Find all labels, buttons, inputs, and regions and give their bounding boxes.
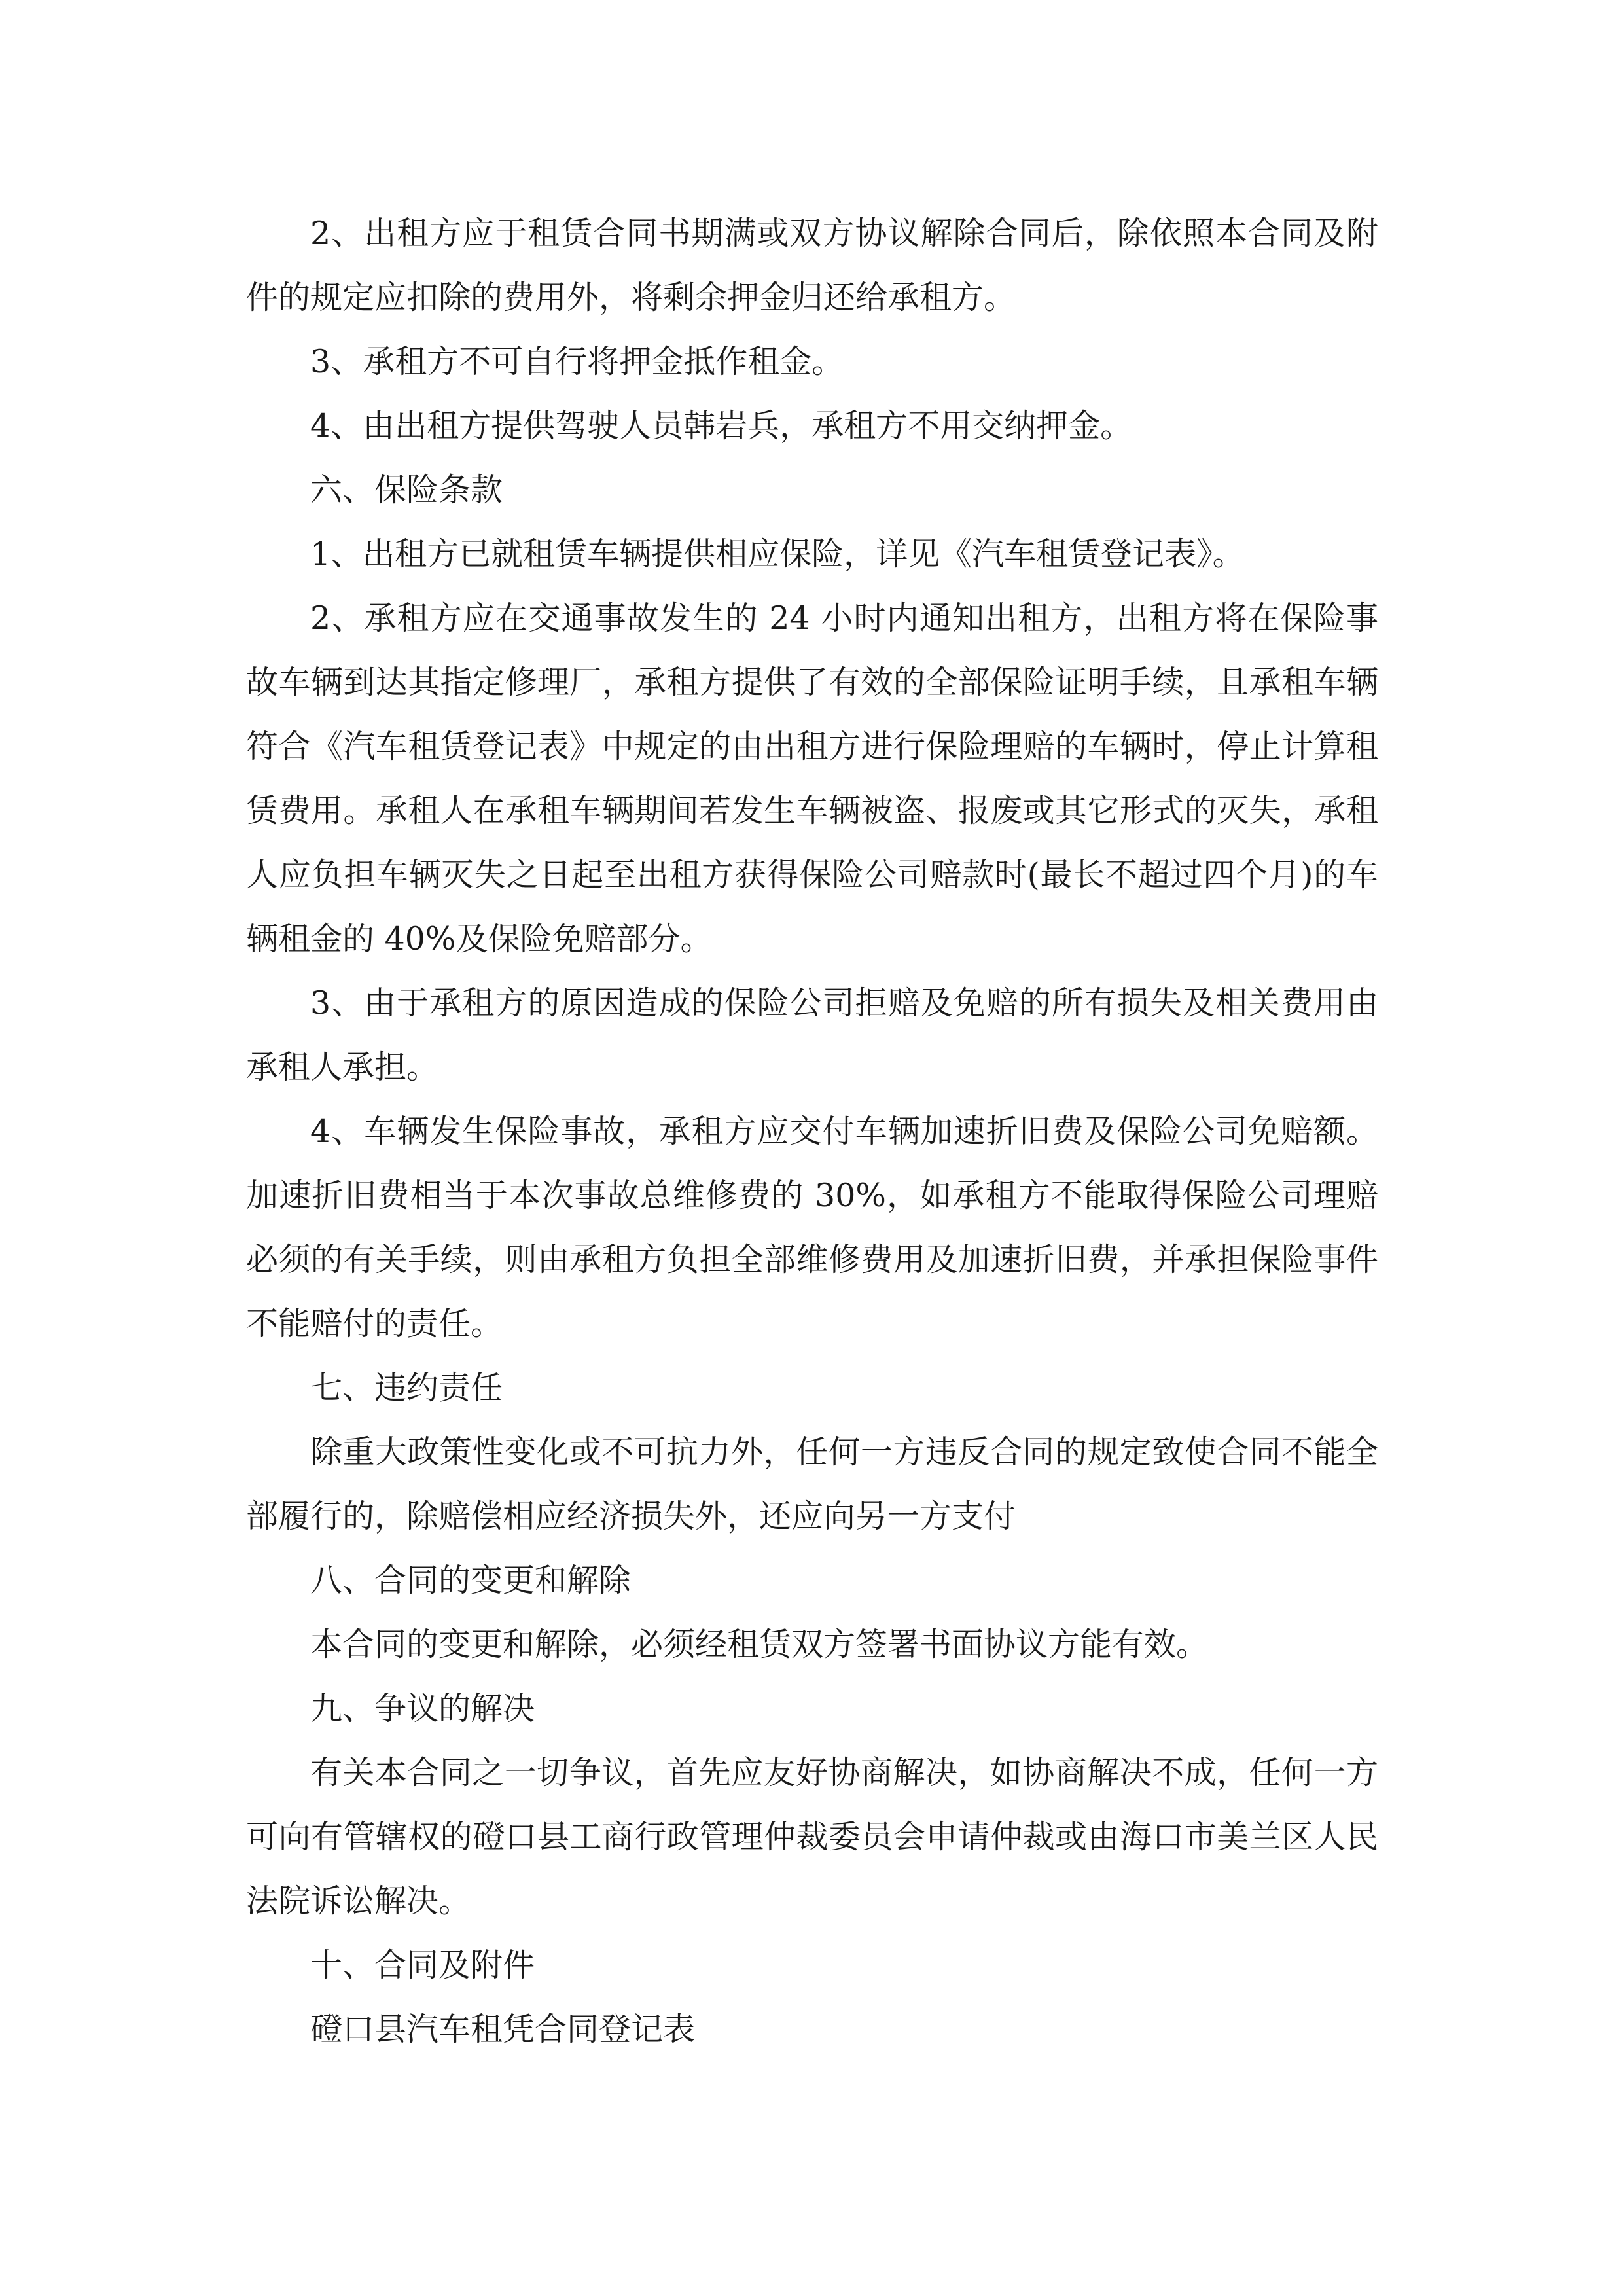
clause-8-body: 本合同的变更和解除，必须经租赁双方签署书面协议方能有效。 [310,1626,1209,1663]
section-heading-liability: 七、违约责任 [310,1369,503,1407]
section-heading-disputes: 九、争议的解决 [310,1690,535,1727]
clause-7-body: 除重大政策性变化或不可抗力外，任何一方违反合同的规定致使合同不能全部履行的，除赔偿相应经济损失外，还应向另一方支付 [246,1433,1378,1535]
clause-9-body: 有关本合同之一切争议，首先应友好协商解决，如协商解决不成，任何一方可向有管辖权的磴口县工商行政管理仲裁委员会申请仲裁或由海口市美兰区人民法院诉讼解决。 [246,1754,1378,1920]
clause-5-4: 4、由出租方提供驾驶人员韩岩兵，承租方不用交纳押金。 [310,407,1133,444]
clause-5-2: 2、出租方应于租赁合同书期满或双方协议解除合同后，除依照本合同及附件的规定应扣除的费用外，将剩余押金归还给承租方。 [246,215,1378,316]
clause-5-3: 3、承租方不可自行将押金抵作租金。 [310,343,844,380]
section-heading-modification: 八、合同的变更和解除 [310,1562,632,1599]
clause-6-1: 1、出租方已就租赁车辆提供相应保险，详见《汽车租赁登记表》。 [310,535,1245,573]
document-body [246,202,1378,2062]
clause-6-3: 3、由于承租方的原因造成的保险公司拒赔及免赔的所有损失及相关费用由承租人承担。 [246,984,1378,1086]
clause-10-body: 磴口县汽车租凭合同登记表 [310,2011,696,2048]
clause-6-2: 2、承租方应在交通事故发生的 24 小时内通知出租方，出租方将在保险事故车辆到达其指定修理厂，承租方提供了有效的全部保险证明手续，且承租车辆符合《汽车租赁登记表》中规定的由出租方进行保险理赔的车辆时，停止计算租赁费用。承租人在承租车辆期间若发生车辆被盗、报废或其它形式的灭失，承租人应负担车辆灭失之日起至出租方获得保险公司赔款时(最长不超过四个月)的车辆租金的 40%及保险免赔部分。 [246,600,1378,958]
clause-6-4: 4、车辆发生保险事故，承租方应交付车辆加速折旧费及保险公司免赔额。加速折旧费相当于本次事故总维修费的 30%，如承租方不能取得保险公司理赔必须的有关手续，则由承租方负担全部维修费用及加速折旧费，并承担保险事件不能赔付的责任。 [246,1113,1378,1342]
section-heading-attachments: 十、合同及附件 [310,1946,535,1984]
section-heading-insurance: 六、保险条款 [310,471,503,509]
